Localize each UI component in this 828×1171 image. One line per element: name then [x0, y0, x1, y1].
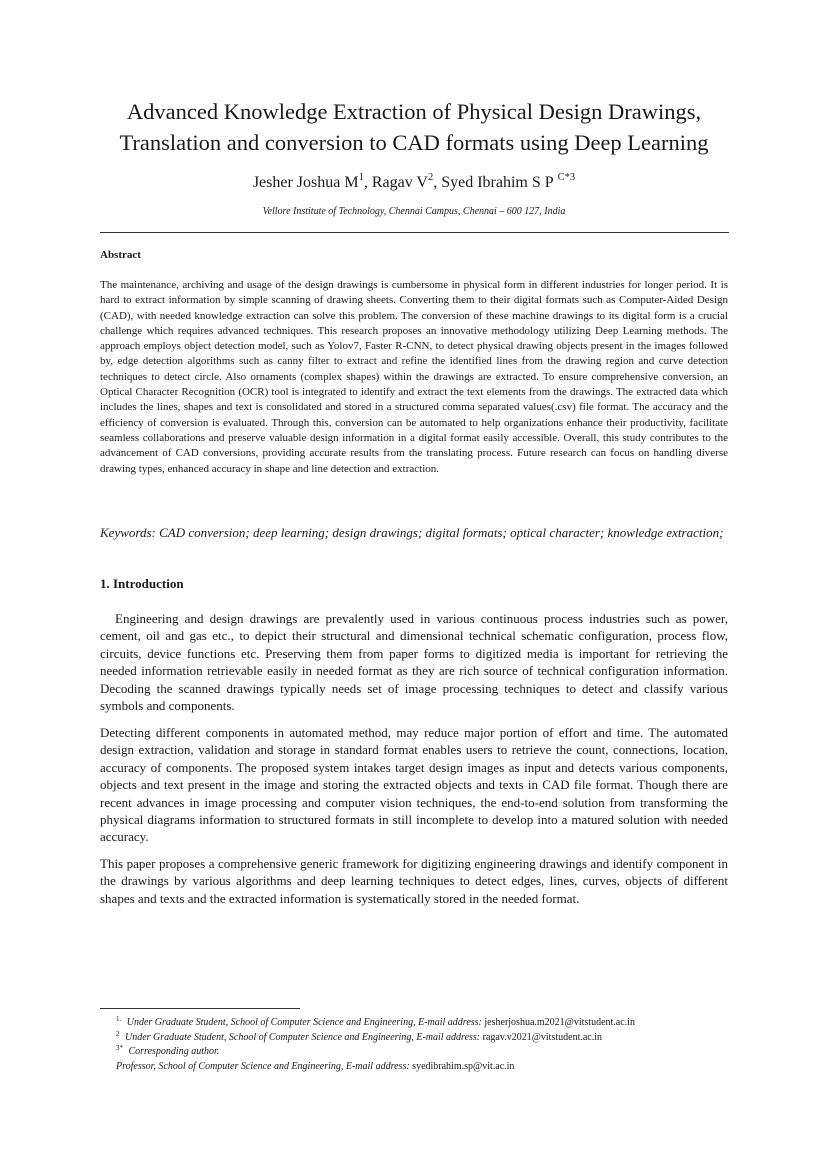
introduction-paragraph: Engineering and design drawings are prevalently used in various continuous process industries such as power, cement, oil and gas etc., to depict their structural and dimensional technical schematic configuration, process flow, circuits, device functions etc. Preserving them from paper forms to digitized media is important for retrieving the needed information retrievable easily in needed format as they are rich source of technical configuration information. Decoding the scanned drawings typically needs set of image processing techniques to detect and classify various symbols and components. [100, 611, 728, 714]
footnote [116, 1031, 756, 1046]
footnote-label: Corresponding author. [128, 1046, 220, 1057]
author-name: Ragav V [371, 174, 428, 191]
author-marker: 1 [358, 172, 364, 183]
introduction-paragraph: This paper proposes a comprehensive generic framework for digitizing engineering drawings and identify component in the drawings by various algorithms and deep learning techniques to detect edges, lines, curves, objects of different shapes and texts and the extracted information is systematically stored in the needed format. [100, 856, 728, 906]
footnote-email[interactable]: syedibrahim.sp@vit.ac.in [412, 1060, 515, 1072]
footnote-label: Professor, School of Computer Science and Engineering, E-mail address: [116, 1060, 410, 1072]
header-divider [100, 232, 729, 233]
footnote-marker: 2 [116, 1029, 120, 1038]
section-heading-introduction: 1. Introduction [100, 576, 184, 591]
footnote [116, 1045, 756, 1060]
author-list [60, 172, 768, 194]
title-line-2: Translation and conversion to CAD formats using Deep Learning [119, 130, 709, 155]
affiliation: Vellore Institute of Technology, Chennai Campus, Chennai – 600 127, India [262, 206, 566, 217]
footnote-email[interactable]: ragav.v2021@vitstudent.ac.in [482, 1031, 603, 1043]
keywords: Keywords: CAD conversion; deep learning; design drawings; digital formats; optical character; knowledge extraction; [100, 525, 724, 540]
author-marker: C*3 [557, 172, 576, 183]
introduction-paragraph: Detecting different components in automated method, may reduce major portion of effort and time. The automated design extraction, validation and storage in standard format enables users to retrieve the count, connections, location, accuracy of components. The proposed system intakes target design images as input and detects various components, objects and text present in the image and storing the extracted objects and texts in CAD file format. Though there are recent advances in image processing and computer vision techniques, the end-to-end solution from transforming the physical diagrams information to structured formats in still incomplete to develop into a matured solution with needed accuracy. [100, 725, 728, 845]
abstract-text: The maintenance, archiving and usage of the design drawings is cumbersome in physical form in different industries for longer period. It is hard to extract information by simple scanning of drawing sheets. Converting them to their digital formats such as Computer-Aided Design (CAD), with needed knowledge extraction can solve this problem. The conversion of these machine drawings to its digital form is a crucial challenge which requires advanced techniques. This research proposes an innovative methodology utilizing Deep Learning methods. The approach employs object detection model, such as Yolov7, Faster R-CNN, to detect physical drawing objects present in the images followed by, edge detection algorithms such as canny filter to extract and refine the identified lines from the drawing region and curve detection techniques to detect circle. Also ornaments (complex shapes) within the drawings are extracted. To ensure comprehensive conversion, an Optical Character Recognition (OCR) tool is integrated to identify and extract the text elements from the drawings. The extracted data which includes the lines, shapes and text is consolidated and stored in a structured comma separated values(.csv) file format. The accuracy and the efficiency of conversion is evaluated. Through this, conversion can be automated to help organizations enhance their productivity, facilitate seamless collaborations and preserve valuable design information in a digital format easily accessible. Overall, this study contributes to the advancement of CAD conversions, providing accurate results from the translating process. Future research can focus on handling diverse drawing types, enhanced accuracy in shape and line detection and extraction. [100, 279, 728, 475]
paper-title [60, 96, 768, 158]
footnote-email[interactable]: jesherjoshua.m2021@vitstudent.ac.in [484, 1017, 635, 1028]
title-line-1: Advanced Knowledge Extraction of Physical Design Drawings, [126, 99, 702, 124]
author-separator: , [363, 174, 372, 191]
footnote [116, 1016, 756, 1031]
footnote-marker: 1. [116, 1015, 122, 1023]
author-name: Syed Ibrahim S P [441, 174, 554, 191]
footnote [116, 1060, 756, 1075]
footnote-divider [100, 1008, 300, 1009]
abstract-heading: Abstract [100, 249, 141, 261]
footnote-marker: 3* [116, 1044, 123, 1052]
footnote-label: Under Graduate Student, School of Computer Science and Engineering, E-mail address: [126, 1017, 482, 1028]
author-name: Jesher Joshua M [252, 174, 359, 191]
footnotes [116, 1016, 756, 1074]
author-separator: , [433, 174, 442, 191]
footnote-label: Under Graduate Student, School of Computer Science and Engineering, E-mail address: [125, 1031, 481, 1043]
author-marker: 2 [427, 172, 434, 183]
